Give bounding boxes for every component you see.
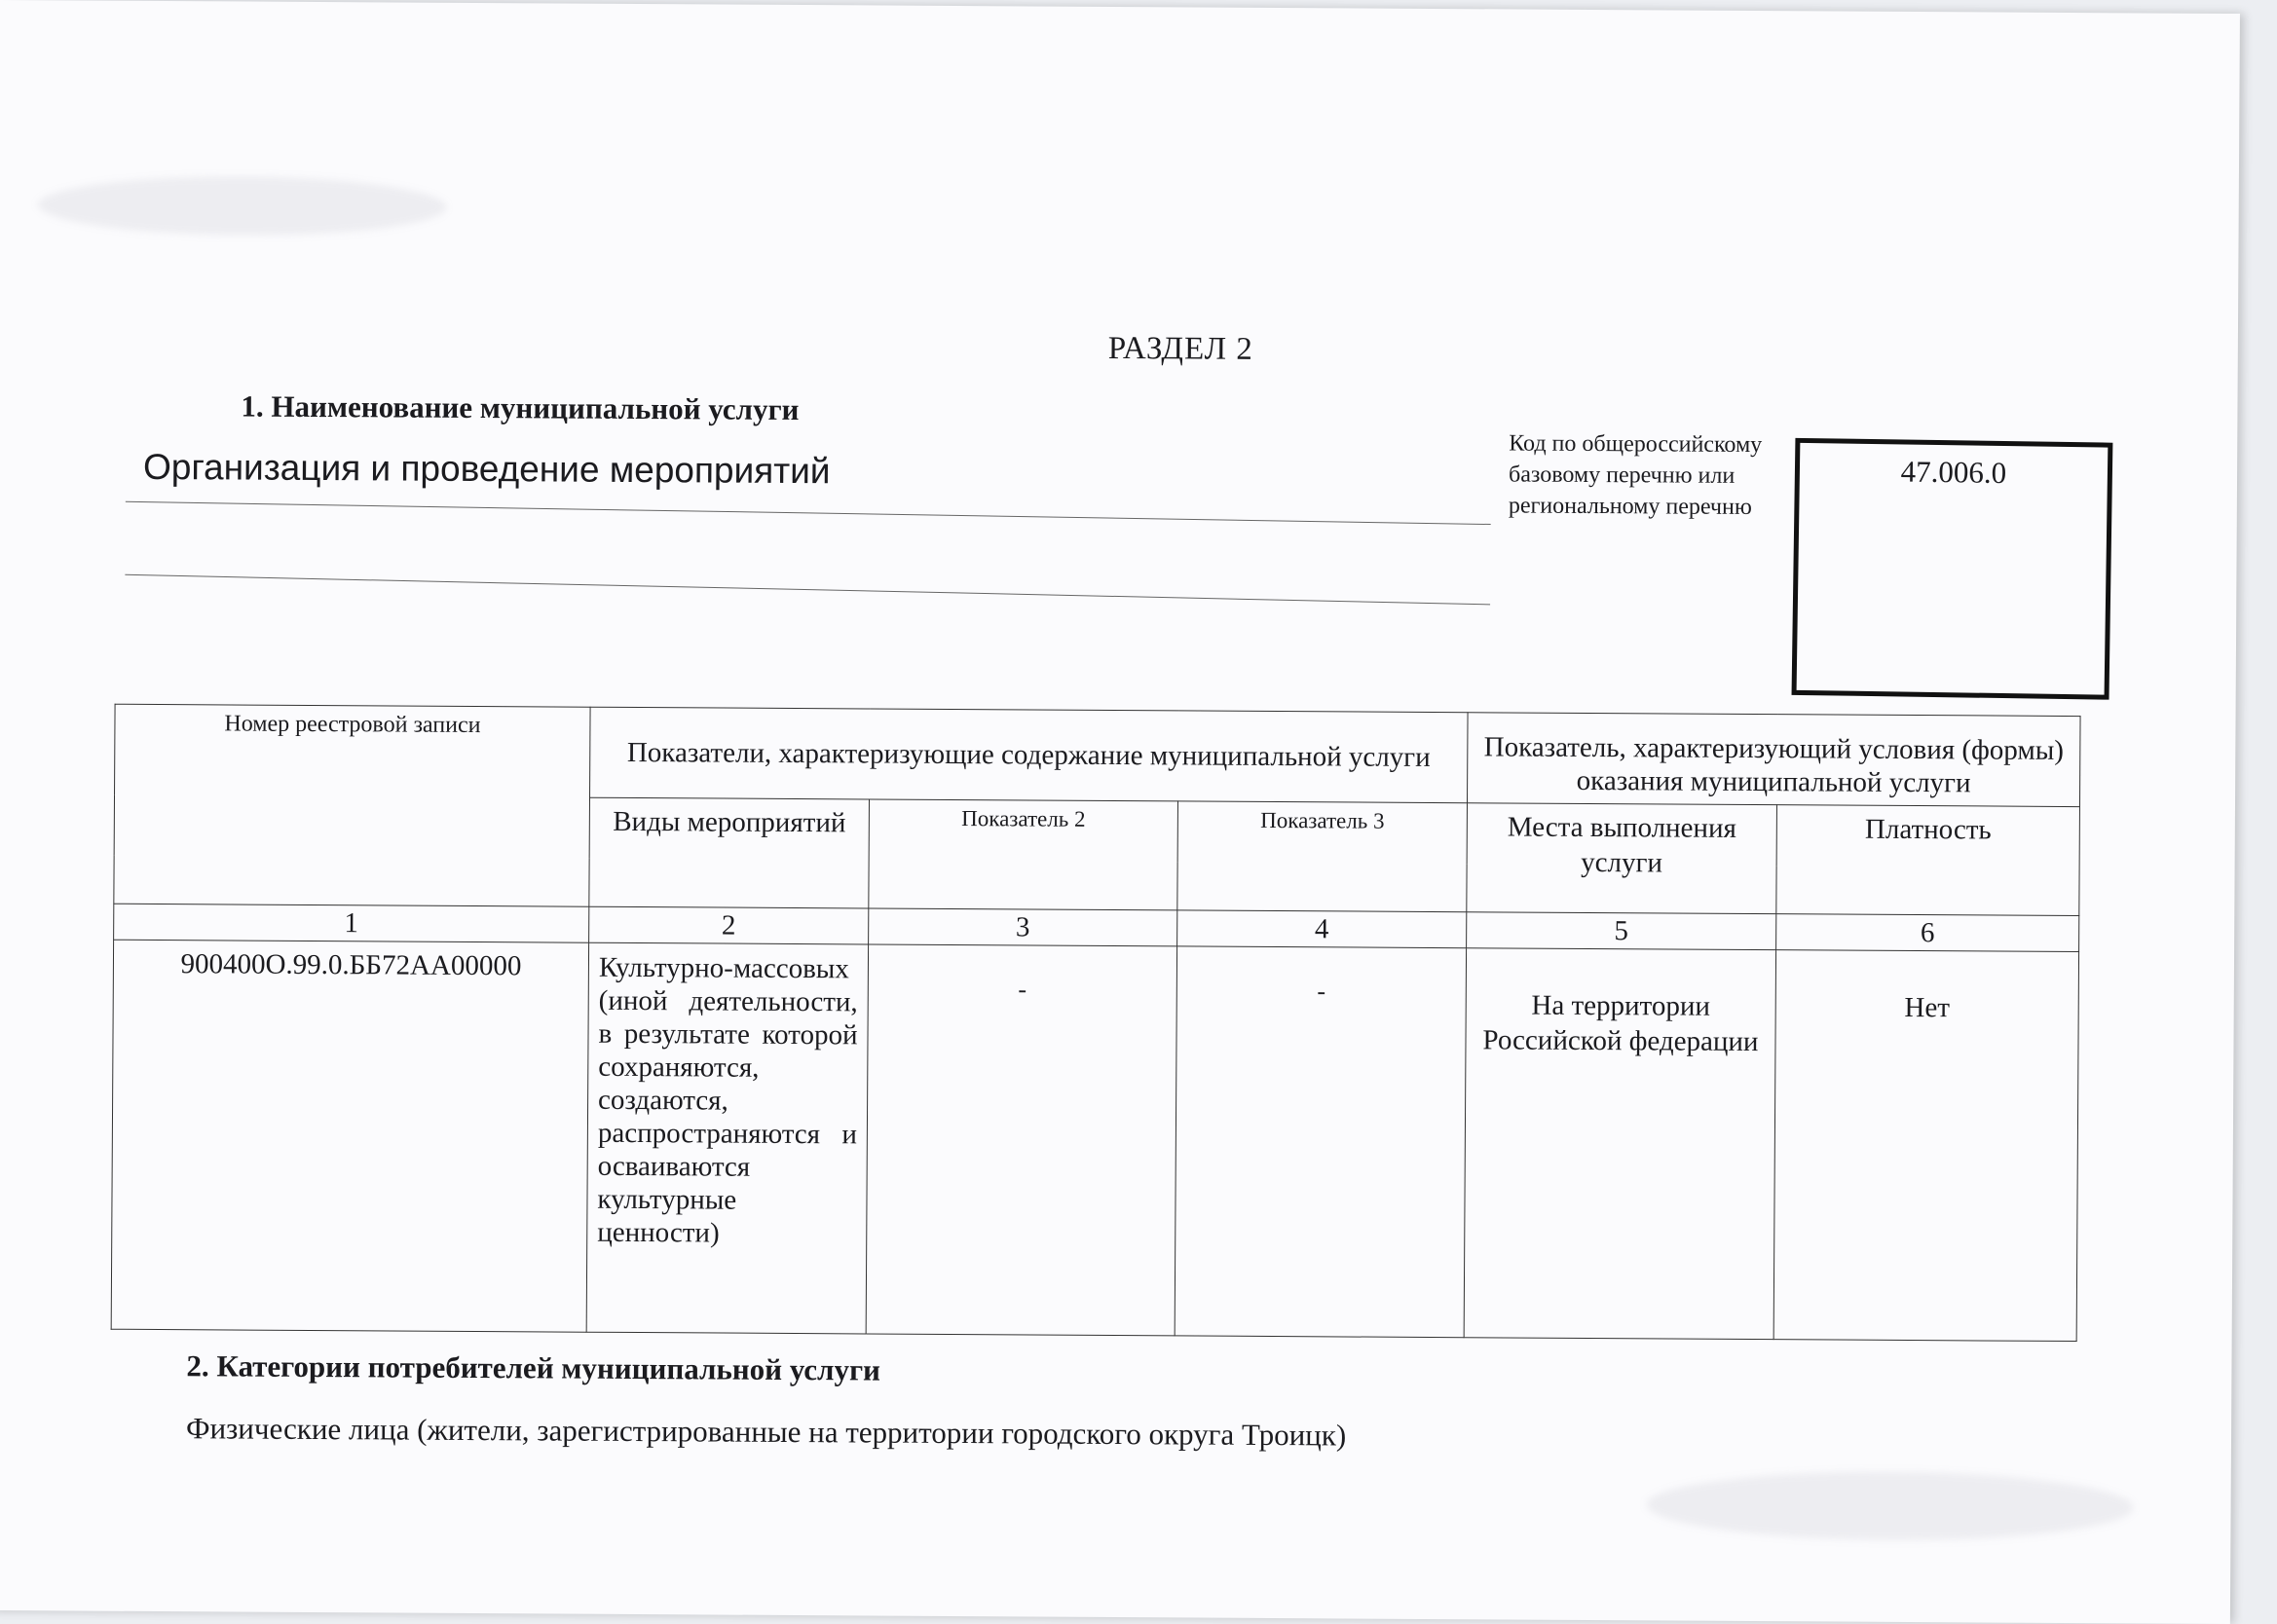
types-cell: Культурно-массовых (иной деятельности, в результате которой сохраняются, создаются, распространяются и осваиваются культурные ценности) (586, 942, 868, 1334)
section-title: РАЗДЕЛ 2 (1107, 330, 1253, 367)
service-name-heading: 1. Наименование муниципальной услуги (241, 388, 800, 427)
table-header-row (115, 704, 2081, 806)
header-col-places: Места выполнения услуги (1467, 803, 1777, 914)
column-number: 3 (869, 908, 1177, 946)
column-number: 5 (1467, 912, 1776, 950)
code-label: Код по общероссийскому базовому перечню или региональному перечню (1508, 430, 1763, 520)
registry-number-cell: 900400О.99.0.ББ72АА00000 (111, 940, 588, 1332)
header-col-types: Виды мероприятий (589, 797, 870, 908)
consumers-heading: 2. Категории потребителей муниципальной услуги (186, 1348, 881, 1387)
code-value: 47.006.0 (1900, 454, 2007, 491)
service-name-value: Организация и проведение мероприятий (142, 446, 831, 492)
header-conditions-group: Показатель, характеризующий условия (формы) оказания муниципальной услуги (1467, 713, 2080, 807)
table-row (111, 940, 2078, 1341)
indicator-3-cell: - (1175, 946, 1466, 1338)
scan-smudge (38, 175, 447, 237)
column-number: 6 (1776, 914, 2079, 952)
service-indicators-table (111, 704, 2081, 1342)
header-col-payment: Платность (1776, 805, 2080, 916)
column-number: 1 (114, 904, 589, 942)
header-registry: Номер реестровой записи (114, 704, 590, 906)
column-number: 4 (1177, 910, 1467, 948)
header-content-group: Показатели, характеризующие содержание муниципальной услуги (590, 707, 1469, 803)
header-col-indicator-2: Показатель 2 (869, 799, 1178, 910)
underline-rule (126, 501, 1491, 525)
scan-smudge (1646, 1470, 2133, 1541)
indicator-2-cell: - (866, 944, 1176, 1336)
consumers-value: Физические лица (жители, зарегистрированные на территории городского округа Троицк) (185, 1411, 1347, 1453)
underline-rule (125, 574, 1490, 606)
code-box (1792, 438, 2113, 700)
places-cell: На территории Российской федерации (1464, 948, 1775, 1340)
column-number: 2 (589, 906, 869, 944)
payment-cell: Нет (1773, 950, 2078, 1342)
header-col-indicator-3: Показатель 3 (1177, 801, 1468, 912)
